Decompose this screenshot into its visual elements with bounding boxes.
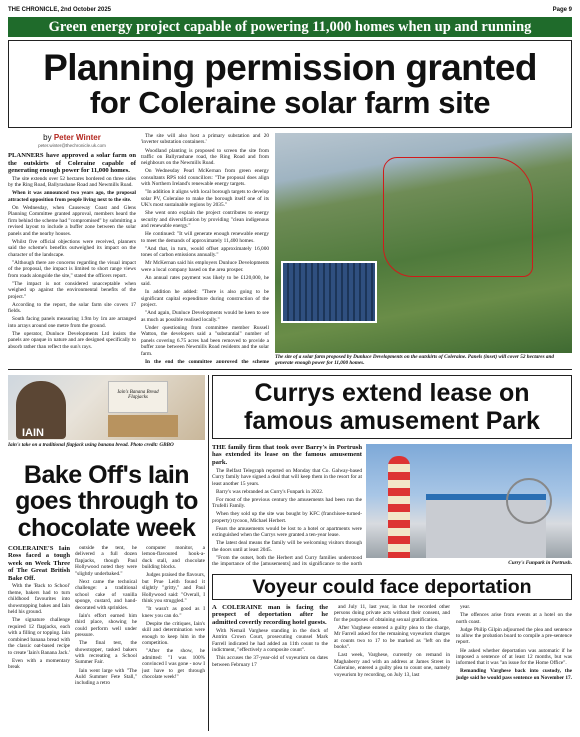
bakeoff-paragraph: The final test, the showstopper, tasked bakers with recreating a School Summer Fair.: [75, 640, 137, 666]
currys-column-1: [212, 444, 362, 568]
funpark-photo: [366, 444, 572, 558]
bakeoff-paragraph: "After the show, he admitted: "I was 100% convinced I was gone - now I just have to get through chocolate week!": [142, 648, 205, 680]
iain-name-card: IAIN: [22, 427, 44, 439]
voyeur-paragraph: The offences arise from events at a hotel on the north coast.: [456, 612, 572, 625]
solar-paragraph: The site will also host a primary substation and 20 'inverter substation containers.': [141, 133, 269, 146]
bakeoff-photo-caption: Iain's take on a traditional flapjack using banana bread. Photo credit: GBBO: [8, 442, 174, 448]
bakeoff-paragraph: Next came the technical challenge: a traditional school cake of vanilla sponge, custard, and hand-decorated with sprinkles.: [75, 578, 137, 611]
bakeoff-headline: Bake Off's Iain goes through to chocolate week: [15, 461, 198, 542]
solar-paragraph: PLANNERS have approved a solar farm on the outskirts of Coleraine capable of generating enough power for 11,000 homes.: [8, 152, 136, 174]
voyeur-paragraph: This accuses the 37-year-old of voyeurism on dates between February 17: [212, 655, 328, 668]
bakeoff-paragraph: "It wasn't as good as I knew you can do.": [142, 606, 205, 619]
bakeoff-column-3: [142, 545, 205, 731]
voyeur-paragraph: Judge Philip Gilpin adjourned the plea and sentence to allow the probation board to compile a pre-sentence report.: [456, 626, 572, 646]
flapjack-tray: [108, 415, 178, 437]
solar-paragraph: In the end the committee approved the scheme: [145, 358, 269, 363]
solar-paragraph: The site extends over 52 hectares bordered on three sides by the Ring Road, Ballyrashane Road and Newmills Road.: [8, 175, 136, 189]
bakeoff-paragraph: outside the tent, he delivered a full dozen flapjacks, though Paul Hollywood noted they were "slightly underbaked.": [75, 545, 137, 577]
solar-paragraph: An annual rates payment was likely to be £120,000, he said.: [141, 274, 269, 288]
bakeoff-column-1: [8, 545, 70, 731]
voyeur-paragraph: and July 11, last year, in that he recorded other persons doing private acts without their consent, and for the purposes of obtaining sexual gratification.: [334, 604, 450, 623]
bakeoff-paragraph: Even with a momentary break: [8, 657, 70, 671]
bakeoff-paragraph: COLERAINE'S Iain Ross faced a tough week on Week Three of The Great British Bake Off.: [8, 545, 70, 582]
solar-paragraph: He continued: "It will generate enough renewable energy to meet the demands of approximately 11,400 homes.: [141, 231, 269, 244]
currys-paragraph: THE family firm that took over Barry's in Portrush has extended its lease on the famous amusement park.: [212, 444, 362, 466]
solar-headline-line2: for Coleraine solar farm site: [89, 85, 491, 121]
column-divider: [208, 375, 209, 731]
solar-headline: [8, 40, 572, 128]
solar-paragraph: Whilst five official objections were received, planners said the scheme's benefits outweighed its impact on the character of the landscape.: [8, 238, 136, 258]
voyeur-column-1: [212, 604, 328, 731]
bakeoff-column-2: [75, 545, 137, 731]
paper-name-date: THE CHRONICLE, 2nd October 2025: [8, 7, 112, 13]
helter-skelter: [388, 456, 410, 558]
solar-headline-line1: Planning permission granted: [43, 47, 537, 89]
page-number: Page 9: [552, 7, 572, 13]
currys-paragraph: Fears the amusements would be lost to a hotel or apartments were extinguished when the Currys were granted a ten-year lease.: [212, 525, 362, 539]
solar-paragraph: On Wednesday Pearl McKernan from green energy consultants RPS told councillors: "The proposal does align with Northern Ireland's renewable energy targets.: [141, 168, 269, 188]
voyeur-paragraph: Last week, Varghese, currently on remand in Maghaberry and with an address at James Street in Coleraine, entered a guilty plea to count one, namely voyeurism by recording, on July 13, last: [334, 652, 450, 678]
voyeur-column-3: [456, 604, 572, 731]
flapjack-poster: Iain's Banana Bread Flapjacks: [108, 381, 168, 413]
section-divider: [8, 369, 572, 370]
solar-paragraph: "Although there are concerns regarding the visual impact of the proposal, the impact is limited to short range views from roads alongside the site," stated the officers report.: [8, 259, 136, 279]
currys-headline: Currys extend lease on famous amusement Park: [212, 375, 572, 439]
voyeur-paragraph: Remanding Varghese back into custody, the judge said he would pass sentence on November 17.: [456, 668, 572, 681]
solar-column-2: [141, 133, 269, 363]
currys-paragraph: The latest deal means the family will be welcoming visitors through the doors until at least 2045.: [212, 540, 362, 553]
currys-paragraph: "From the outset, both the Herbert and Curry families understood the importance of the [amusements] and its significance to the north: [212, 554, 362, 568]
funpark-photo-caption: Curry's Funpark in Portrush.: [508, 560, 572, 566]
solar-photo-caption: The site of a solar farm proposed by Dunluce Developments on the outskirts of Coleraine. Panels (inset) will cover 52 hectares and generate enough power for 11,000 homes.: [275, 354, 554, 367]
byline: by Peter Winter peter.winter@thechronicle.uk.com: [8, 133, 136, 148]
solar-paragraph: In addition he added: "There is also going to be significant capital expenditure during construction of the project.: [141, 289, 269, 309]
voyeur-paragraph: With Nemail Varghese standing in the dock of Antrim Crown Court, prosecuting counsel Mark Farrell indicated he had added an 11th count to the indictment, "effectively a composite count".: [212, 627, 328, 654]
solar-paragraph: On Wednesday, when Causeway Coast and Glens Planning Committee granted approval, members heard the firm behind the scheme had "compromised" by submitting a revised layout to include a buffer zone between the solar panels and the nearby houses.: [8, 204, 136, 237]
solar-panels-inset-photo: [281, 261, 377, 323]
voyeur-column-2: [334, 604, 450, 731]
currys-paragraph: Barry's was rebranded as Curry's Funpark in 2022.: [216, 488, 324, 495]
site-boundary-outline: [383, 157, 533, 277]
solar-column-1: [8, 133, 136, 363]
currys-paragraph: For most of the previous century the amusements had been run the Trufelli Family.: [212, 496, 362, 510]
solar-paragraph: The operator, Dunluce Developments Ltd insists the panels are opaque in nature and are designed specifically to absorb rather than reflect the sun's rays.: [8, 330, 136, 350]
bakeoff-paragraph: Judges praised the flavours, but Prue Leith found it slightly "gritty," and Paul Hollywood said: "Overall, I think you struggled.": [142, 572, 205, 605]
solar-paragraph: "In addition it aligns with local borough targets to develop solar PV, Coleraine to make the borough itself one of its UK's most sustainable regions by 2035.": [141, 189, 269, 209]
bakeoff-paragraph: The signature challenge required 12 flapjacks, each with a filling or topping. Iain combined banana bread with the classic oat-based recipe to create 'Iain's Banana Jack.': [8, 617, 70, 656]
currys-paragraph: When they sold up the site was bought by KFC (franchisee-turned-property) tycoon, Michael Herbert.: [212, 511, 362, 524]
bakeoff-paragraph: With the 'Back to School' theme, bakers had to turn childhood favourites into showstopping bakes and Iain held his ground.: [8, 583, 70, 616]
solar-paragraph: She went onto explain the project contributes to energy security and diversification by providing "clean indigenous and renewable energy.": [141, 210, 269, 230]
voyeur-paragraph: After Varghese entered a guilty plea to the charge, Mr Farrell asked for the remaining voyeurism charges at counts two to 17 to be marked as "left on the books".: [334, 624, 450, 651]
byline-author: Peter Winter: [53, 133, 101, 142]
voyeur-paragraph: He asked whether deportation was automatic if he imposed a sentence of at least 12 months, but was informed that it was "an issue for the Home Office".: [456, 647, 572, 667]
bakeoff-photo: [8, 375, 205, 440]
solar-paragraph: Under questioning from committee member Russell Watton, the developers said a "substantial" number of panels covering 6.75 acres had been removed to provide a buffer zone between Newmills Road residents and the solar farm.: [141, 324, 269, 357]
currys-paragraph: The Belfast Telegraph reported on Monday that Co. Galway-based Curry family have signed a deal that will keep them in the resort for at least another 15 years.: [212, 467, 362, 487]
solar-paragraph: South facing panels measuring 1.9m by 1m are arranged into arrays around one metre from the ground.: [8, 316, 136, 329]
bakeoff-paragraph: computer monitor, a lemon-flavoured hook-a-duck stall, and chocolate building blocks.: [142, 545, 205, 571]
ferris-wheel: [506, 478, 552, 524]
bakeoff-paragraph: Iain went large with "The Auld Summer Fete Stall," including a retro: [75, 667, 137, 687]
bakeoff-paragraph: Despite the critiques, Iain's skill and determination were enough to keep him in the competition.: [142, 620, 205, 647]
voyeur-paragraph: year.: [460, 604, 471, 610]
solar-site-aerial-photo: [275, 133, 572, 353]
solar-paragraph: "And that, in turn, would offset approximately 16,000 tones of carbon emissions annually.": [141, 245, 269, 259]
solar-paragraph: When it was announced two years ago, the proposal attracted opposition from people living next to the site.: [8, 190, 136, 203]
voyeur-paragraph: A COLERAINE man is facing the prospect of deportation after he admitted covertly recording hotel guests.: [212, 604, 328, 626]
solar-paragraph: According to the report, the solar farm site covers 17 fields.: [8, 301, 136, 315]
solar-strapline: Green energy project capable of powering 11,000 homes when up and running: [8, 17, 572, 37]
bakeoff-paragraph: Iain's effort earned him third place, showing he could perform well under pressure.: [75, 612, 137, 639]
solar-paragraph: "And again, Dunluce Developments would be keen to see as much as possible realised locally.": [141, 310, 269, 323]
byline-email: peter.winter@thechronicle.uk.com: [38, 142, 106, 148]
solar-paragraph: Mr McKernan said his employers Dunluce Developments were a local company based on the area prosper.: [141, 260, 269, 273]
solar-paragraph: Woodland planting is proposed to screen the site from traffic on Ballyrashane road, the Ring Road and from neighbours on the Newmills Road.: [141, 147, 269, 167]
masthead: [8, 4, 572, 16]
voyeur-headline: Voyeur could face deportation: [212, 574, 572, 600]
solar-paragraph: "The impact is not considered unacceptable when weighed up against the environmental benefits of the project.": [8, 280, 136, 300]
